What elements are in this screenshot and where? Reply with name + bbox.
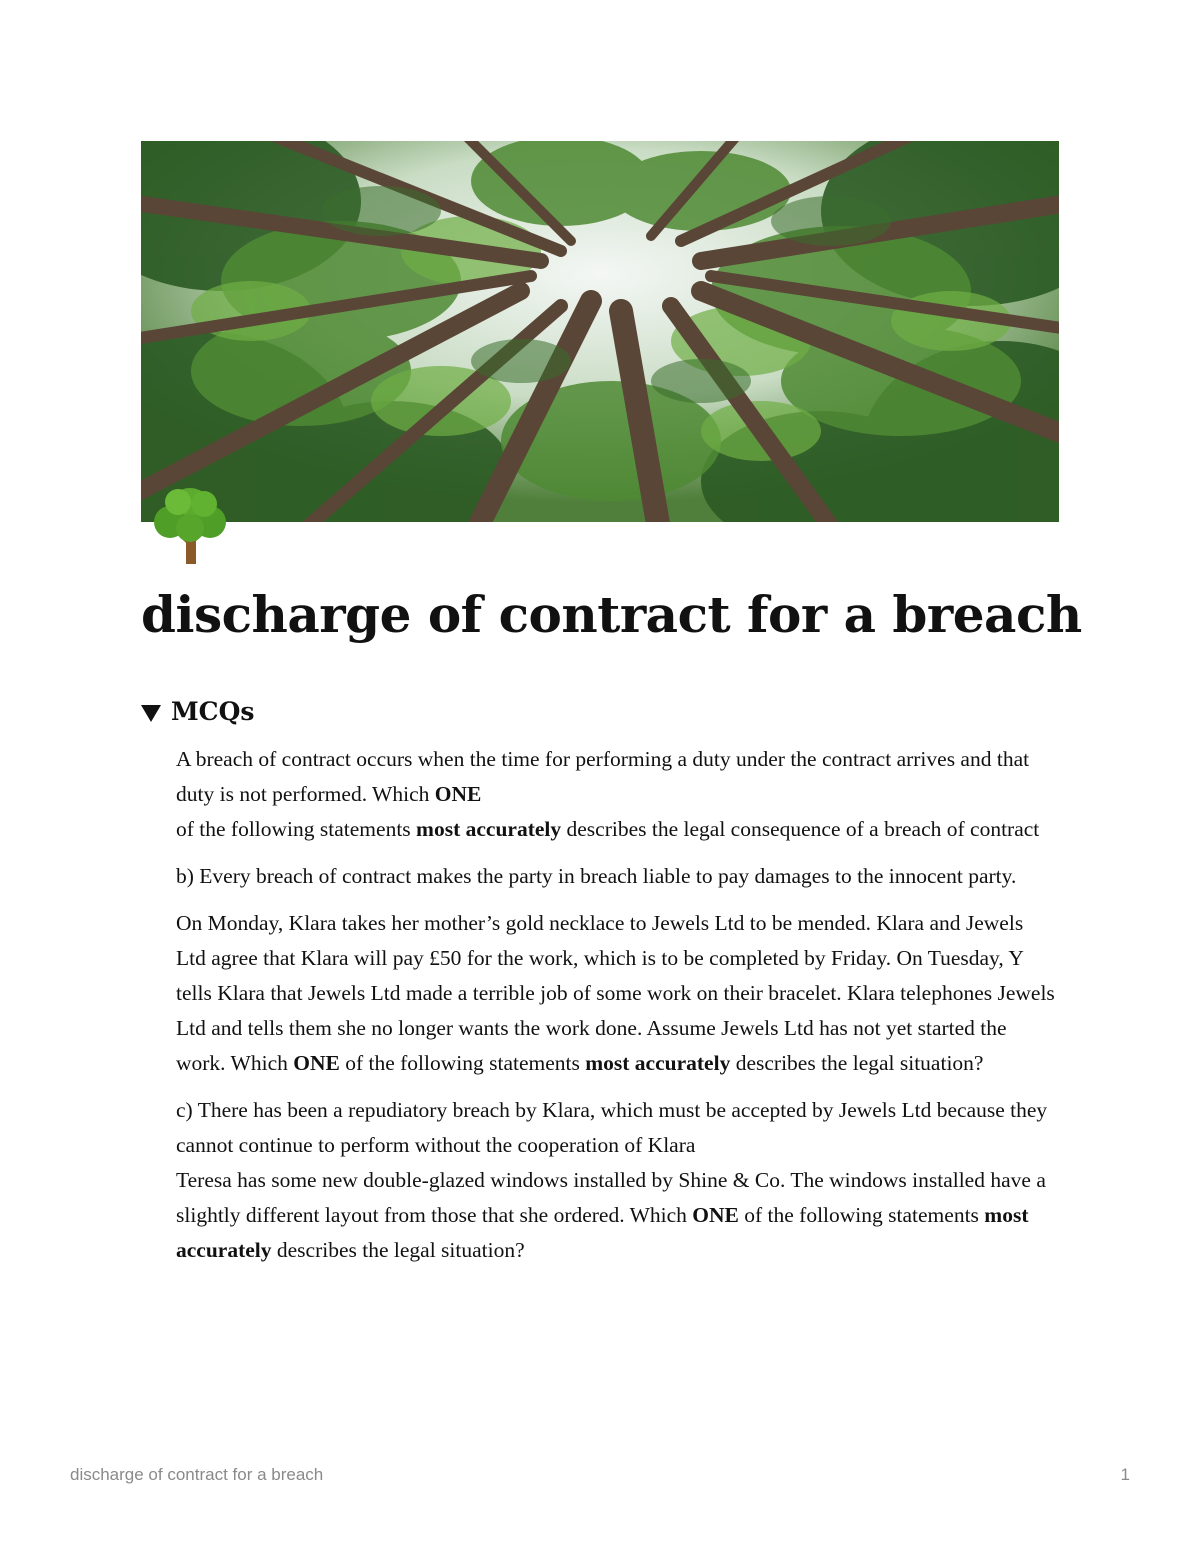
footer-title: discharge of contract for a breach [70, 1465, 324, 1484]
toggle-label: MCQs [171, 697, 255, 726]
cover-image [141, 141, 1059, 522]
answer-2: c) There has been a repudiatory breach by Klara, which must be accepted by Jewels Ltd because they cannot continue to perform without the cooperation of Klara [176, 1098, 1048, 1157]
question-1: A breach of contract occurs when the time for performing a duty under the contract arrives and that duty is not performed. Which ONE of the following statements most accurately describes the legal consequence of a breach of contract [176, 747, 1040, 841]
triangle-down-icon[interactable] [141, 705, 161, 722]
deciduous-tree-icon [150, 484, 230, 566]
mcqs-toggle[interactable] [141, 693, 254, 731]
question-3: Teresa has some new double-glazed windows installed by Shine & Co. The windows installed have a slightly different layout from those that she ordered. Which ONE of the following statements most accurately describes the legal situation? [176, 1168, 1046, 1262]
page-number: 1 [1120, 1465, 1130, 1484]
question-2: On Monday, Klara takes her mother’s gold necklace to Jewels Ltd to be mended. Klara and Jewels Ltd agree that Klara will pay £50 for the work, which is to be completed by Friday. On Tuesday, Y tells Klara that Jewels Ltd made a terrible job of some work on their bracelet. Klara telephones Jewels Ltd and tells them she no longer wants the work done. Assume Jewels Ltd has not yet started the work. Which ONE of the following statements most accurately describes the legal situation? [176, 911, 1055, 1075]
page-title: discharge of contract for a breach [141, 585, 1082, 644]
answer-1: b) Every breach of contract makes the party in breach liable to pay damages to the innocent party. [176, 864, 1017, 888]
toggle-content [176, 742, 1056, 1280]
